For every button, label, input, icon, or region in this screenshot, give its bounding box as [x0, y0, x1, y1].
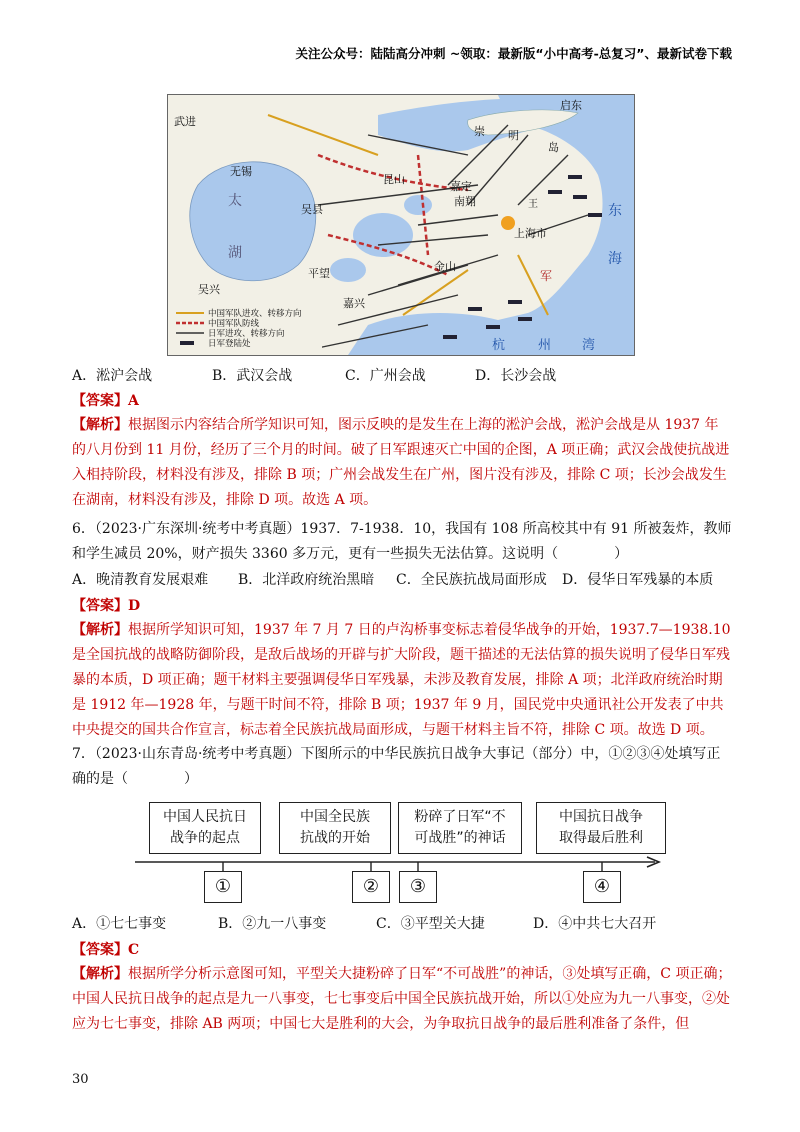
map-label: 王: [528, 199, 538, 210]
q7-timeline: [135, 798, 665, 908]
q6-option-d: D．侵华日军残暴的本质: [562, 572, 714, 588]
timeline-marker: ④: [583, 871, 621, 903]
timeline-event-box: [398, 802, 522, 854]
analysis-tag: 【解析】: [72, 622, 128, 638]
q7-option-c: C．③平型关大捷: [376, 916, 485, 932]
timeline-marker: ①: [204, 871, 242, 903]
q7-stem: 7．（2023·山东青岛·统考中考真题）下图所示的中华民族抗日战争大事记（部分）中，①②③④处填写正确的是（ ）: [72, 746, 721, 787]
q5-answer: 【答案】A: [72, 393, 139, 409]
event-line: 取得最后胜利: [559, 830, 643, 846]
event-line: 中国抗日战争: [559, 809, 643, 825]
map-legend-item: 中国军队进攻、转移方向: [208, 309, 302, 319]
timeline-event-box: [279, 802, 391, 854]
map-label: 南翔: [454, 195, 476, 208]
map-legend-item: 日军进攻、转移方向: [208, 329, 285, 339]
event-line: 中国人民抗日: [163, 809, 247, 825]
map-label: 上海市: [514, 227, 547, 240]
map-label: 州: [538, 338, 552, 353]
timeline-marker: ③: [399, 871, 437, 903]
event-line: 中国全民族: [300, 809, 370, 825]
q7-option-d: D．④中共七大召开: [533, 916, 657, 932]
map-label: 海: [608, 251, 622, 267]
q5-option-a: A．淞沪会战: [72, 368, 153, 384]
q6-analysis-text: 根据所学知识可知，1937 年 7 月 7 日的卢沟桥事变标志着侵华战争的开始，1937.7—1938.10 是全国抗战的战略防御阶段，是敌后战场的开辟与扩大阶段，题干描述的无法估算的损失说明了侵华日军残暴的本质，D 项正确；题干材料主要强调侵华日军残暴，未涉及教育发展，排除 A 项；北洋政府统治时期是 1912 年—1928 年，与题干时间不符，排除 B 项；1937 年 9 月，国民党中央通讯社公开发表了中共中央提交的国共合作宣言，标志着全民族抗战局面形成，与题干材料主旨不符，排除 C 项。故选 D 项。: [72, 622, 731, 738]
q5-analysis: [72, 413, 732, 513]
map-label: 武进: [174, 115, 196, 128]
q6-analysis: [72, 618, 732, 743]
map-label: 湾: [582, 338, 596, 353]
q6-answer: 【答案】D: [72, 598, 141, 614]
q6-option-c: C．全民族抗战局面形成: [396, 572, 547, 588]
map-label: 岛: [548, 141, 559, 154]
map-drawing: [168, 95, 634, 355]
q7-option-a: A．①七七事变: [72, 916, 167, 932]
map-label: 嘉定: [450, 180, 472, 193]
map-label: 平望: [308, 267, 330, 280]
map-label: 无锡: [230, 165, 252, 178]
map-label: 明: [508, 129, 519, 142]
map-label: 杭: [492, 338, 506, 353]
map-label: 吴兴: [198, 283, 220, 296]
q5-option-c: C．广州会战: [345, 368, 426, 384]
map-label: 启东: [560, 99, 582, 112]
event-line: 可战胜”的神话: [414, 830, 506, 846]
timeline-marker: ②: [352, 871, 390, 903]
q7-option-b: B．②九一八事变: [218, 916, 327, 932]
q7-options: [72, 914, 656, 934]
analysis-tag: 【解析】: [72, 417, 128, 433]
analysis-tag: 【解析】: [72, 966, 128, 982]
map-label: 金山: [434, 260, 456, 273]
map-label: 崇: [474, 125, 485, 138]
q6-stem: 6．（2023·广东深圳·统考中考真题）1937．7-1938．10，我国有 108 所高校其中有 91 所被轰炸，教师和学生减员 20%，财产损失 3360 多万元，更有一些损失无法估算。这说明（ ）: [72, 521, 732, 562]
timeline-event-box: [536, 802, 666, 854]
timeline-event-box: [149, 802, 261, 854]
map-legend-item: 中国军队防线: [208, 319, 260, 329]
map-label: 湖: [228, 245, 242, 261]
event-line: 抗战的开始: [300, 830, 370, 846]
page-number: 30: [72, 1072, 89, 1087]
map-label: 军: [540, 269, 553, 283]
songhu-battle-map: [167, 94, 635, 356]
q5-options: [72, 366, 556, 386]
q6-options: [72, 570, 713, 590]
map-label: 昆山: [383, 173, 405, 186]
q5-option-b: B．武汉会战: [212, 368, 293, 384]
q7-analysis: [72, 962, 732, 1037]
q6-option-b: B．北洋政府统治黑暗: [238, 572, 375, 588]
q5-option-d: D．长沙会战: [475, 368, 557, 384]
map-label: 吴县: [301, 203, 323, 216]
q6-option-a: A．晚清教育发展艰难: [72, 572, 209, 588]
map-legend-item: 日军登陆处: [208, 339, 251, 349]
map-label: 嘉兴: [343, 297, 365, 310]
q5-analysis-text: 根据图示内容结合所学知识可知，图示反映的是发生在上海的淞沪会战，淞沪会战是从 1937 年的八月份到 11 月份，经历了三个月的时间。破了日军跟速灭亡中国的企图，A 项正确；武汉会战使抗战进入相持阶段，材料没有涉及，排除 B 项；广州会战发生在广州，图片没有涉及，排除 C 项；长沙会战发生在湖南，材料没有涉及，排除 D 项。故选 A 项。: [72, 417, 730, 508]
map-label: 太: [228, 193, 242, 209]
event-line: 战争的起点: [170, 830, 240, 846]
q7-answer: 【答案】C: [72, 942, 140, 958]
map-label: 东: [608, 203, 622, 219]
page-header: 关注公众号：陆陆高分冲刺 ~领取：最新版“小中高考-总复习”、最新试卷下载: [295, 46, 732, 61]
event-line: 粉碎了日军“不: [414, 809, 506, 825]
q7-analysis-text: 根据所学分析示意图可知，平型关大捷粉碎了日军“不可战胜”的神话，③处填写正确，C 项正确；中国人民抗日战争的起点是九一八事变，七七事变后中国全民族抗战开始，所以①处应为九一八事变，②处应为七七事变，排除 AB 两项；中国七大是胜利的大会，为争取抗日战争的最后胜利准备了条件，但: [72, 966, 732, 1032]
